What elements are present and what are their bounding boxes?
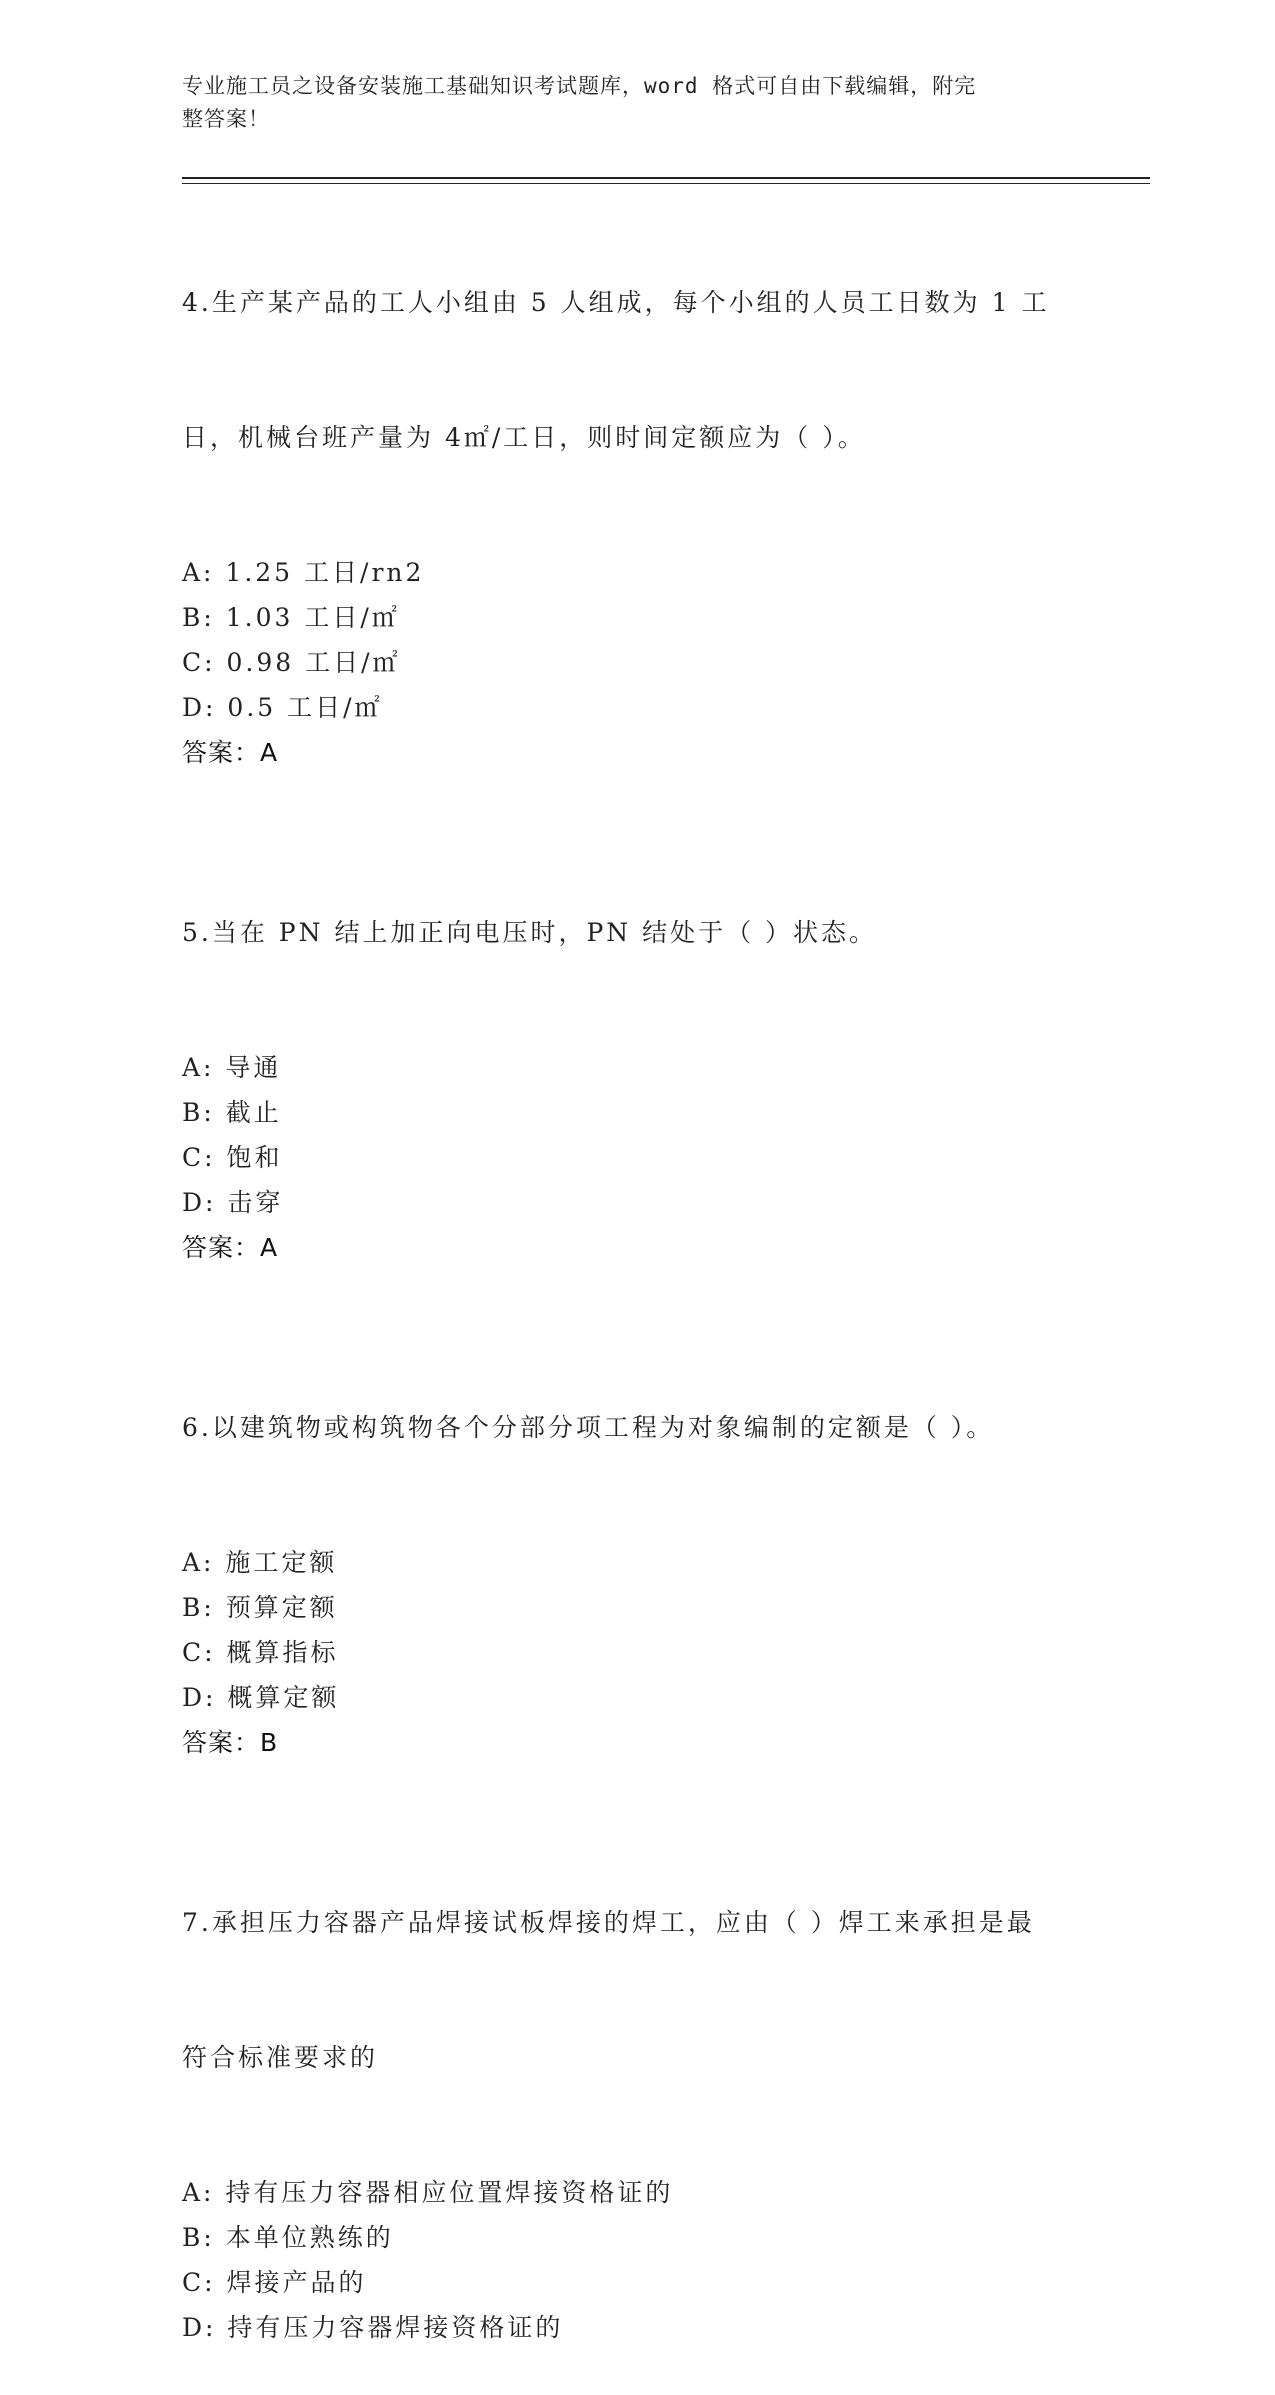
question-7	[182, 1810, 1082, 2350]
question-6	[182, 1315, 1082, 1765]
document-header	[182, 70, 1062, 136]
header-line-2: 整答案！	[182, 107, 270, 131]
answer: 答案：B	[182, 1728, 279, 1757]
option-c: C: 饱和	[182, 1143, 283, 1172]
option-b: B: 本单位熟练的	[182, 2223, 394, 2252]
question-5	[182, 820, 1082, 1270]
option-d: D: 持有压力容器焊接资格证的	[182, 2313, 564, 2342]
option-c: C: 概算指标	[182, 1638, 339, 1667]
answer: 答案：A	[182, 738, 279, 767]
question-stem	[182, 820, 1062, 1045]
option-a: A: 持有压力容器相应位置焊接资格证的	[182, 2178, 674, 2207]
question-stem	[182, 1315, 1062, 1540]
question-stem	[182, 1810, 1062, 2170]
answer: 答案：A	[182, 1233, 279, 1262]
option-b: B: 截止	[182, 1098, 282, 1127]
question-stem-line: 符合标准要求的	[182, 2043, 379, 2072]
header-rule-thin	[182, 183, 1150, 184]
option-a: A: 1.25 工日/rn2	[182, 558, 425, 587]
option-b: B: 1.03 工日/㎡	[182, 603, 400, 632]
header-line-1: 专业施工员之设备安装施工基础知识考试题库，word 格式可自由下载编辑，附完	[182, 74, 977, 98]
question-list	[182, 190, 1082, 2395]
option-c: C: 焊接产品的	[182, 2268, 367, 2297]
option-d: D: 击穿	[182, 1188, 284, 1217]
question-stem-line: 5.当在 PN 结上加正向电压时，PN 结处于（ ）状态。	[182, 918, 878, 947]
question-stem	[182, 190, 1062, 550]
option-d: D: 概算定额	[182, 1683, 340, 1712]
header-rule-thick	[182, 177, 1150, 179]
option-b: B: 预算定额	[182, 1593, 338, 1622]
question-stem-line: 日，机械台班产量为 4㎡/工日，则时间定额应为（ ）。	[182, 423, 866, 452]
option-a: A: 导通	[182, 1053, 282, 1082]
question-stem-line: 6.以建筑物或构筑物各个分部分项工程为对象编制的定额是（ ）。	[182, 1413, 995, 1442]
option-c: C: 0.98 工日/㎡	[182, 648, 401, 677]
question-stem-line: 4.生产某产品的工人小组由 5 人组成，每个小组的人员工日数为 1 工	[182, 288, 1050, 317]
option-d: D: 0.5 工日/㎡	[182, 693, 383, 722]
question-4	[182, 190, 1082, 775]
question-stem-line: 7.承担压力容器产品焊接试板焊接的焊工，应由（ ）焊工来承担是最	[182, 1908, 1035, 1937]
option-a: A: 施工定额	[182, 1548, 338, 1577]
